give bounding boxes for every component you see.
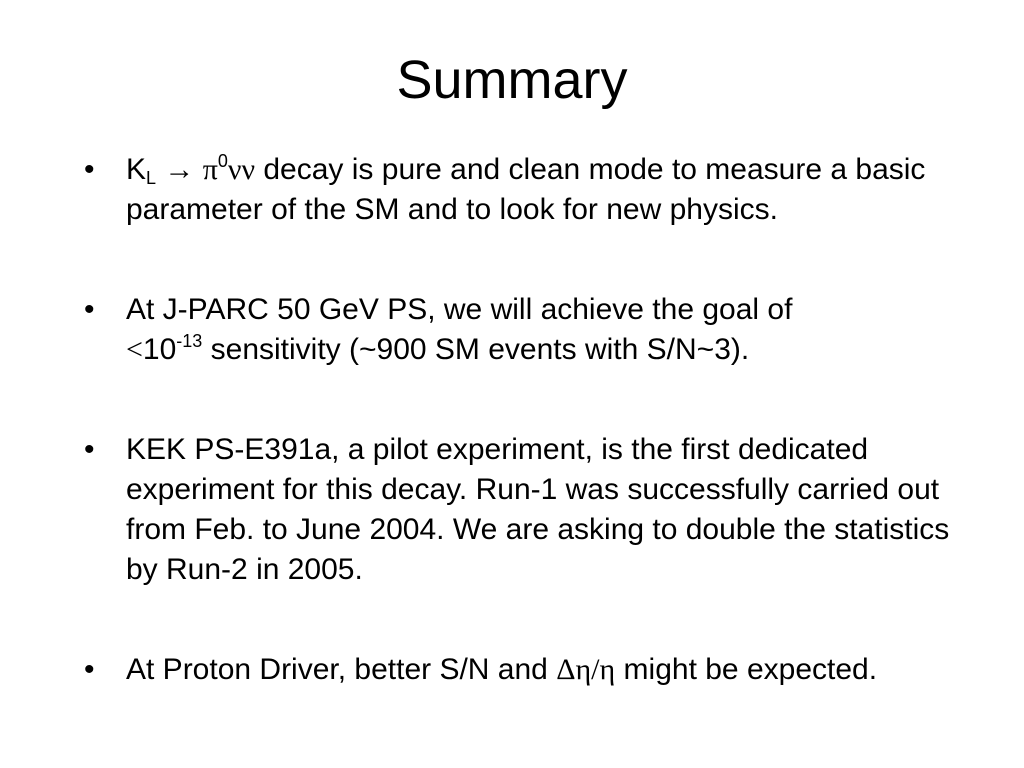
bullet-text [126, 150, 984, 230]
bullet-marker: • [84, 153, 95, 186]
bullet-marker: • [84, 293, 95, 326]
bullet-1-text: decay is pure and clean mode to measure a basic parameter of the SM and to look for new physics. [126, 153, 926, 226]
bullet-2-rest: sensitivity (~900 SM events with S/N~3). [202, 333, 750, 366]
exponent: -13 [176, 331, 203, 351]
bullet-text [126, 650, 984, 690]
bullet-2-line1: At J-PARC 50 GeV PS, we will achieve the goal of [126, 293, 793, 326]
less-than-symbol: < [126, 333, 143, 366]
bullet-item [84, 650, 984, 690]
delta-eta-symbol: Δη/η [556, 653, 616, 686]
bullet-item [84, 150, 984, 230]
bullet-item [84, 290, 984, 370]
arrow-symbol: → [164, 153, 195, 186]
bullet-marker: • [84, 653, 95, 686]
bullet-item [84, 430, 984, 590]
kaon-symbol: K [126, 153, 147, 186]
pion-superscript: 0 [217, 151, 228, 171]
slide-title: Summary [396, 50, 628, 110]
neutrino-symbols: νν [227, 153, 256, 186]
bullet-text [126, 290, 984, 370]
kaon-subscript: L [146, 168, 157, 188]
pion-symbol: π [202, 153, 218, 186]
bullet-marker: • [84, 433, 95, 466]
ten-base: 10 [142, 333, 177, 366]
bullet-3-text: KEK PS-E391a, a pilot experiment, is the first dedicated experiment for this decay. Run-1 was successfully carried out from Feb. to June 2004. We are asking to double the statistics by Run-2 in 2005. [126, 433, 950, 586]
bullet-4-pre: At Proton Driver, better S/N and [126, 653, 557, 686]
bullet-4-post: might be expected. [615, 653, 878, 686]
